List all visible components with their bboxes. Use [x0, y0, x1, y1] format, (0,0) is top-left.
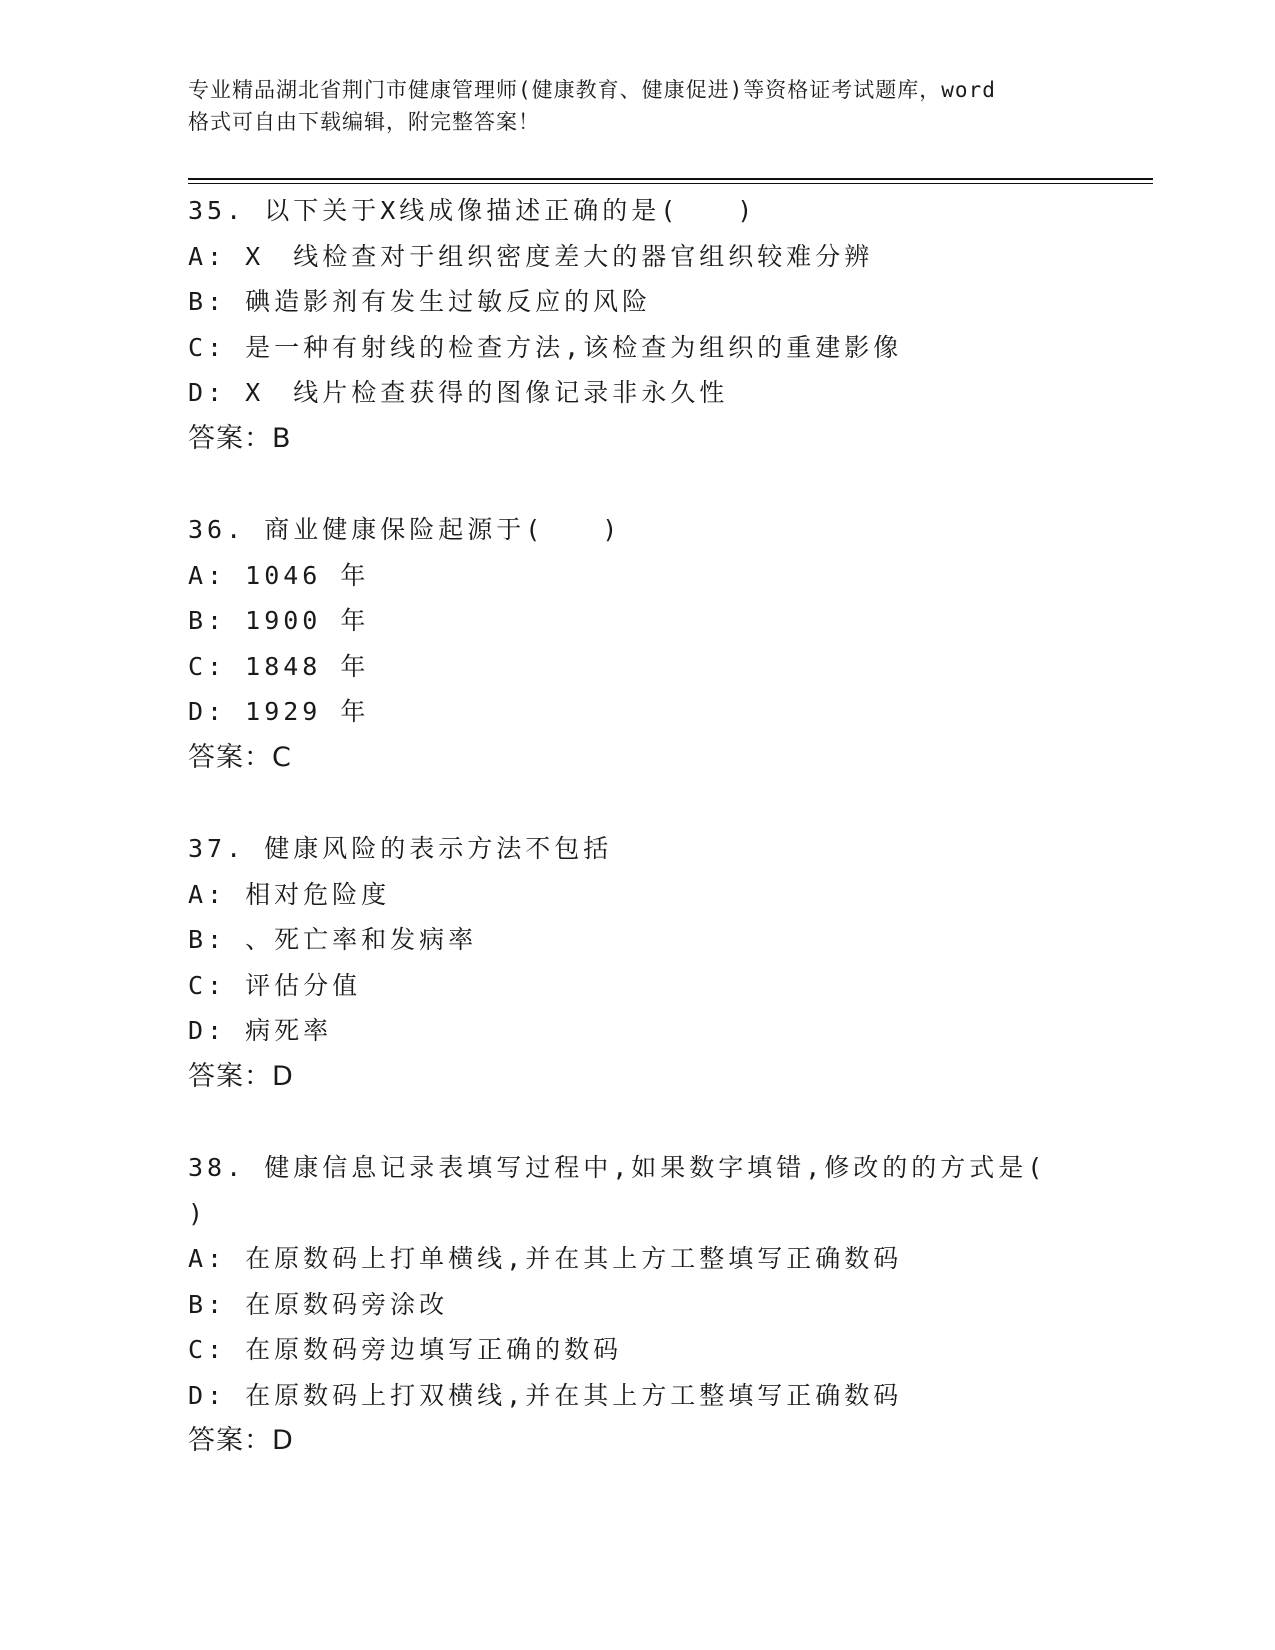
- option-a: A: X 线检查对于组织密度差大的器官组织较难分辨: [188, 241, 874, 271]
- option-c: C: 在原数码旁边填写正确的数码: [188, 1335, 623, 1364]
- question-38: [188, 1145, 1088, 1464]
- question-stem: 38. 健康信息记录表填写过程中,如果数字填错,修改的的方式是(: [188, 1153, 1047, 1182]
- option-c: C: 评估分值: [188, 970, 362, 1000]
- option-b: B: 、死亡率和发病率: [188, 925, 478, 954]
- question-stem: 35. 以下关于X线成像描述正确的是( ): [188, 196, 757, 225]
- header-line-1: 专业精品湖北省荆门市健康管理师(健康教育、健康促进)等资格证考试题库，word: [188, 78, 996, 102]
- option-b: B: 在原数码旁涂改: [188, 1289, 449, 1319]
- answer-label: 答案：D: [188, 1425, 294, 1456]
- option-d: D: 病死率: [188, 1016, 333, 1045]
- option-b: B: 碘造影剂有发生过敏反应的风险: [188, 287, 652, 316]
- option-d: D: X 线片检查获得的图像记录非永久性: [188, 378, 729, 407]
- header-line-2: 格式可自由下载编辑，附完整答案！: [188, 110, 540, 134]
- header-divider-thin: [188, 183, 1153, 184]
- question-35: [188, 188, 1088, 461]
- option-a: A: 1046 年: [188, 560, 370, 590]
- answer-label: 答案：B: [188, 422, 292, 454]
- option-a: A: 在原数码上打单横线,并在其上方工整填写正确数码: [188, 1244, 903, 1273]
- question-stem: 36. 商业健康保险起源于( ): [188, 515, 622, 544]
- header-divider: [188, 178, 1153, 180]
- option-b: B: 1900 年: [188, 606, 370, 635]
- question-stem: 37. 健康风险的表示方法不包括: [188, 834, 613, 863]
- question-36: [188, 507, 1088, 780]
- option-c: C: 是一种有射线的检查方法,该检查为组织的重建影像: [188, 332, 903, 362]
- question-37: [188, 826, 1088, 1099]
- answer-label: 答案：D: [188, 1060, 294, 1092]
- option-c: C: 1848 年: [188, 651, 370, 681]
- question-stem-continuation: ): [188, 1198, 208, 1228]
- document-header: [188, 74, 1088, 138]
- answer-label: 答案：C: [188, 741, 292, 773]
- option-a: A: 相对危险度: [188, 879, 391, 909]
- option-d: D: 1929 年: [188, 697, 370, 726]
- option-d: D: 在原数码上打双横线,并在其上方工整填写正确数码: [188, 1380, 903, 1410]
